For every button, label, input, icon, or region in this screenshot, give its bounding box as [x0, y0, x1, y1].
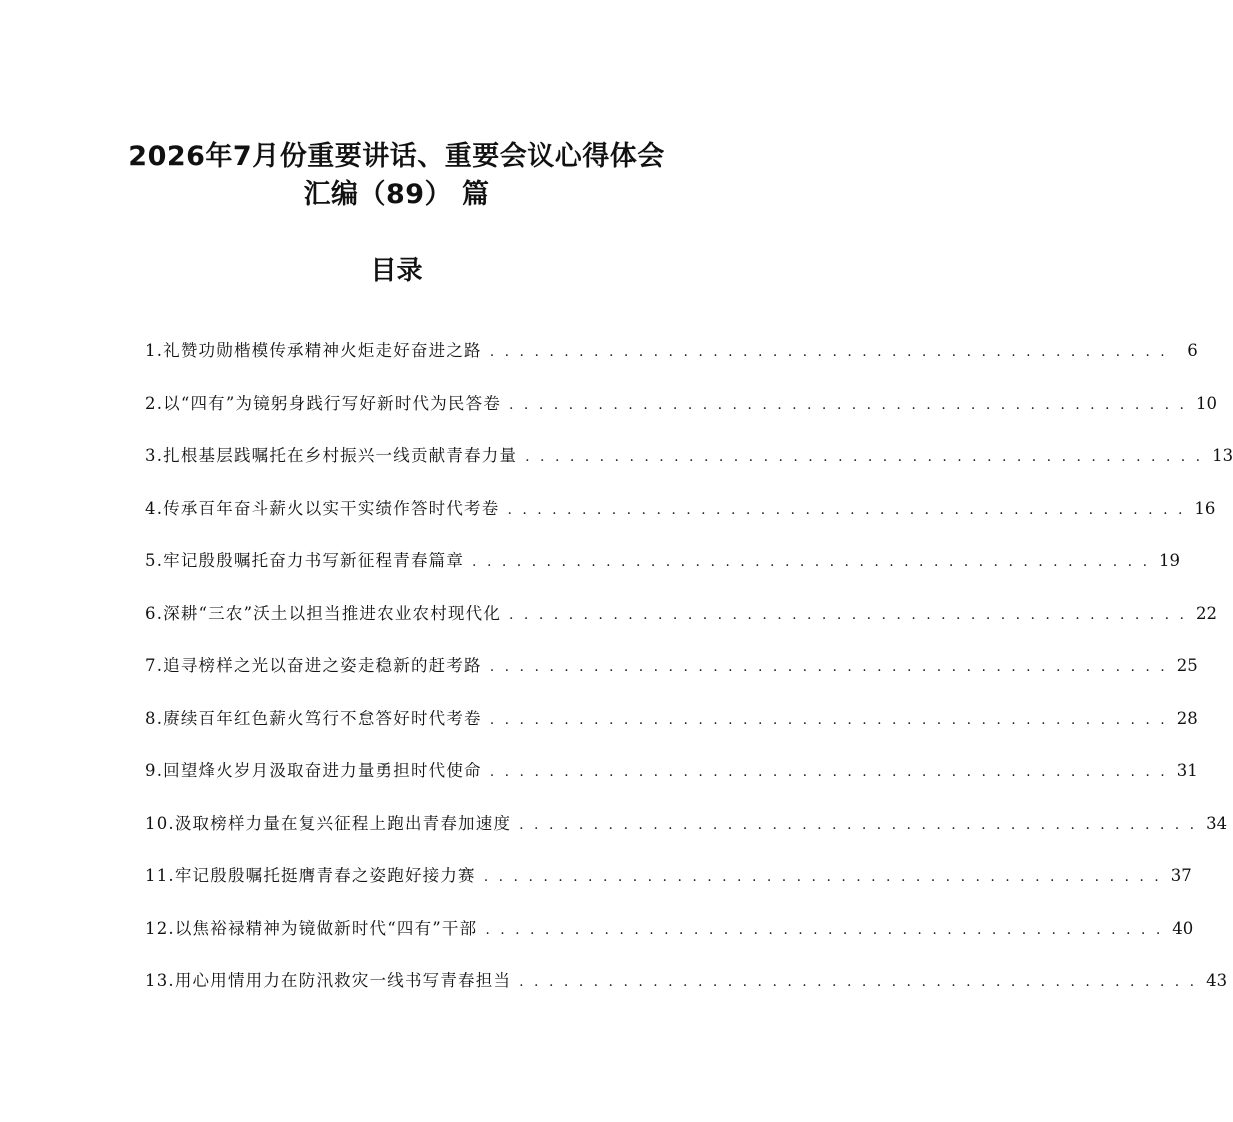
toc-page-number: 10 [1195, 393, 1217, 413]
toc-dot-leader [509, 389, 1187, 422]
toc-entry-12[interactable] [145, 912, 1194, 945]
toc-entry-5[interactable] [145, 544, 1181, 577]
toc-page-number: 37 [1170, 866, 1192, 885]
toc-entry-6[interactable] [145, 597, 1217, 630]
title-line-2: 汇编（89） 篇 [303, 179, 490, 210]
toc-entry-label: 11.牢记殷殷嘱托挺膺青春之姿跑好接力赛 [145, 866, 476, 885]
toc-page-number: 43 [1206, 971, 1228, 990]
toc-dot-leader [490, 756, 1168, 789]
toc-heading: 目录 [370, 256, 423, 286]
toc-entry-8[interactable] [145, 702, 1198, 735]
toc-page-number: 19 [1159, 551, 1181, 570]
toc-page-number: 22 [1195, 603, 1217, 623]
toc-entry-label: 6.深耕“三农”沃土以担当推进农业农村现代化 [145, 603, 502, 623]
toc-page-number: 25 [1176, 656, 1198, 675]
toc-page-number: 13 [1212, 446, 1233, 465]
toc-dot-leader [490, 704, 1168, 737]
toc-entry-7[interactable] [145, 649, 1198, 682]
toc-entry-label: 8.赓续百年红色薪火笃行不怠答好时代考卷 [145, 708, 482, 728]
document-title [0, 138, 793, 214]
toc-entry-4[interactable] [145, 492, 1216, 525]
toc-page-number: 40 [1172, 918, 1194, 938]
toc-page-number: 31 [1176, 761, 1198, 780]
toc-dot-leader [519, 966, 1197, 999]
toc-page-number: 28 [1176, 708, 1198, 728]
toc-page-number: 16 [1194, 498, 1216, 518]
toc-entry-10[interactable] [145, 807, 1228, 840]
toc-entry-13[interactable] [145, 964, 1228, 997]
toc-entry-label: 4.传承百年奋斗薪火以实干实绩作答时代考卷 [145, 498, 500, 518]
toc-entry-label: 2.以“四有”为镜躬身践行写好新时代为民答卷 [145, 393, 502, 413]
toc-entry-label: 3.扎根基层践嘱托在乡村振兴一线贡献青春力量 [145, 446, 518, 465]
toc-entry-3[interactable] [145, 439, 1233, 472]
toc-entry-label: 7.追寻榜样之光以奋进之姿走稳新的赶考路 [145, 656, 482, 675]
toc-page-number: 34 [1206, 813, 1228, 833]
toc-entry-1[interactable] [145, 334, 1198, 367]
toc-dot-leader [519, 809, 1197, 842]
toc-dot-leader [484, 861, 1162, 894]
toc-dot-leader [509, 599, 1187, 632]
toc-entry-label: 1.礼赞功勋楷模传承精神火炬走好奋进之路 [145, 341, 482, 360]
title-line-1: 2026年7月份重要讲话、重要会议心得体会 [128, 141, 665, 172]
toc-dot-leader [485, 914, 1163, 947]
toc-entry-label: 5.牢记殷殷嘱托奋力书写新征程青春篇章 [145, 551, 465, 570]
toc-entry-label: 12.以焦裕禄精神为镜做新时代“四有”干部 [145, 918, 478, 938]
toc-entry-11[interactable] [145, 859, 1192, 892]
toc-dot-leader [472, 546, 1150, 579]
toc-dot-leader [490, 336, 1168, 369]
toc-dot-leader [490, 651, 1168, 684]
toc-entry-9[interactable] [145, 754, 1198, 787]
table-of-contents [145, 334, 1233, 1017]
toc-dot-leader [507, 494, 1185, 527]
toc-entry-label: 9.回望烽火岁月汲取奋进力量勇担时代使命 [145, 761, 482, 780]
toc-entry-2[interactable] [145, 387, 1217, 420]
toc-entry-label: 13.用心用情用力在防汛救灾一线书写青春担当 [145, 971, 512, 990]
toc-entry-label: 10.汲取榜样力量在复兴征程上跑出青春加速度 [145, 813, 512, 833]
toc-page-number: 6 [1187, 341, 1198, 360]
toc-dot-leader [525, 441, 1203, 474]
